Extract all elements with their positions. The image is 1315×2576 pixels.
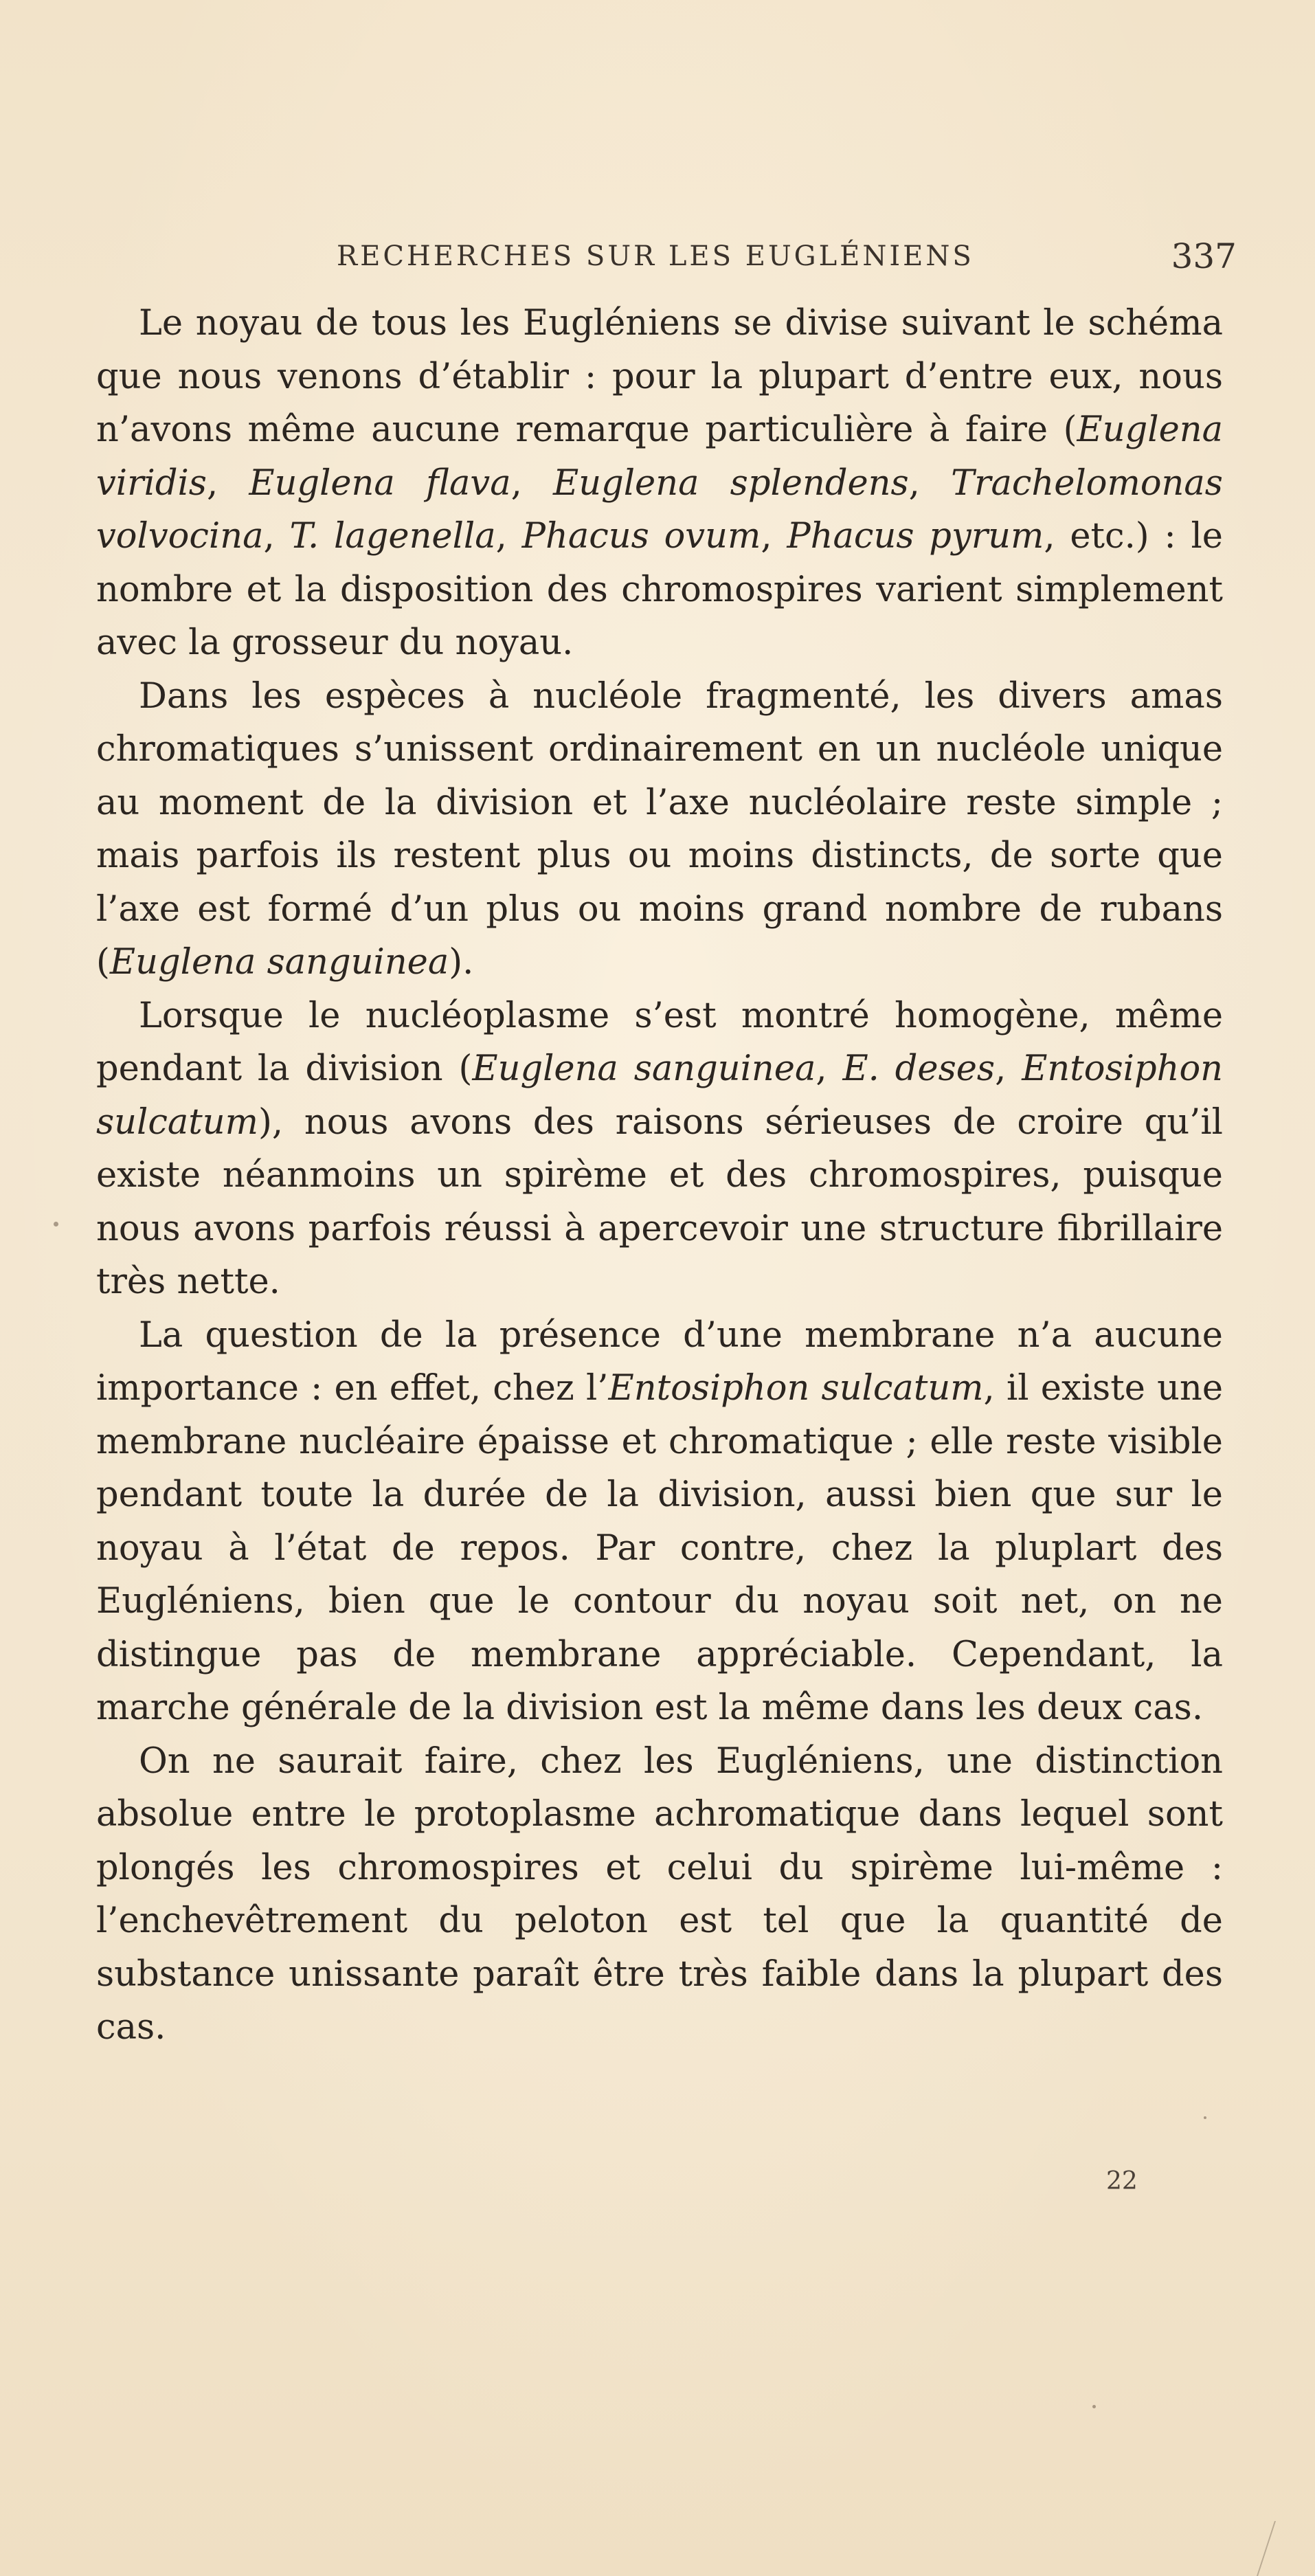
paragraph <box>96 989 1223 1309</box>
text-run: Le noyau de tous les Eugléniens se divise suivant le schéma que nous venons d’établir : pour la plupart d’entre eux, nous n’avons même aucune remarque particulière à faire ( <box>96 303 1223 450</box>
italic-term: Euglena sanguinea <box>472 1049 816 1089</box>
paragraph <box>96 297 1223 670</box>
paper-speck <box>1092 2405 1096 2408</box>
italic-term: Entosiphon sulcatum <box>608 1368 984 1409</box>
text-run: , <box>510 462 554 504</box>
italic-term: Trachelomonas volvocina <box>96 462 1223 557</box>
italic-term: Euglena sanguinea <box>109 942 449 983</box>
italic-term: Phacus ovum <box>521 516 761 557</box>
text-run: ). <box>449 942 474 983</box>
text-run: , etc.) : le nombre et la disposition des chromospires varient simplement avec la grosseur du noyau. <box>96 516 1223 663</box>
italic-term: T. lagenella <box>289 516 496 557</box>
body-text <box>96 297 1223 2054</box>
text-run: La question de la présence d’une membrane n’a aucune importance : en effet, chez l’ <box>96 1314 1223 1409</box>
page-corner-fold <box>1257 2521 1315 2576</box>
text-run: , <box>908 462 952 504</box>
text-run: , <box>816 1049 843 1089</box>
paragraph <box>96 1735 1223 2054</box>
italic-term: Entosiphon sulcatum <box>96 1049 1223 1143</box>
italic-term: Phacus pyrum <box>787 516 1044 557</box>
italic-term: Euglena flava <box>249 462 511 504</box>
paper-speck <box>54 1222 58 1227</box>
paper-speck <box>1204 2116 1206 2119</box>
paragraph <box>96 670 1223 989</box>
text-run: ), nous avons des raisons sérieuses de croire qu’il existe néanmoins un spirème et des chromospires, puisque nous avons parfois réussi à apercevoir une structure fibrillaire très nette. <box>96 1101 1223 1302</box>
italic-term: Euglena splendens <box>553 462 909 504</box>
running-head <box>96 236 1237 276</box>
text-run: , <box>495 516 522 557</box>
text-run: , <box>761 516 787 557</box>
text-run: , il existe une membrane nucléaire épaisse et chromatique ; elle reste visible pendant toute la durée de la division, aussi bien que sur le noyau à l’état de repos. Par contre, chez la pluplart des Eugléniens, bien que le contour du noyau soit net, on ne distingue pas de membrane appréciable. Cependant, la marche générale de la division est la même dans les deux cas. <box>96 1368 1224 1728</box>
text-run: , <box>206 462 249 504</box>
italic-term: Euglena viridis <box>96 410 1223 504</box>
paragraph <box>96 1309 1223 1735</box>
signature-mark: 22 <box>1106 2167 1138 2195</box>
text-run: On ne saurait faire, chez les Eugléniens, une distinction absolue entre le protoplasme achromatique dans lequel sont plongés les chromospires et celui du spirème lui-même : l’enchevêtrement du peloton est tel que la quantité de substance unissante paraît être très faible dans la plupart des cas. <box>96 1740 1223 2048</box>
running-title: RECHERCHES SUR LES EUGLÉNIENS <box>337 240 974 272</box>
text-run: , <box>995 1049 1022 1089</box>
text-run: , <box>263 516 290 557</box>
text-run: Dans les espèces à nucléole fragmenté, les divers amas chromatiques s’unissent ordinairement en un nucléole unique au moment de la division et l’axe nucléolaire reste simple ; mais parfois ils restent plus ou moins distincts, de sorte que l’axe est formé d’un plus ou moins grand nombre de rubans ( <box>96 675 1223 983</box>
page-number: 337 <box>1171 236 1237 276</box>
italic-term: E. deses <box>842 1049 996 1089</box>
text-run: Lorsque le nucléoplasme s’est montré homogène, même pendant la division ( <box>96 995 1223 1089</box>
